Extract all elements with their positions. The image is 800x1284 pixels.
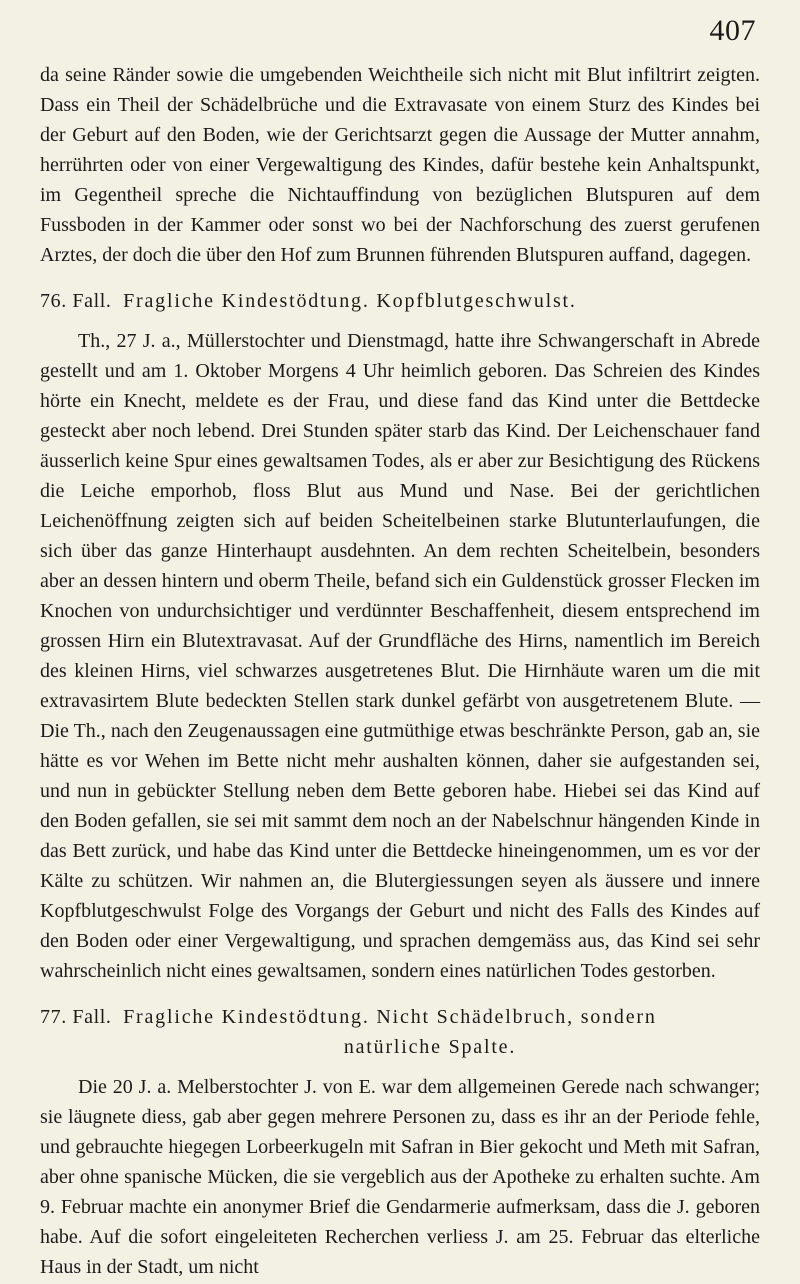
case-77-heading bbox=[40, 1002, 760, 1062]
case-77-title-line1: Fragliche Kindestödtung. Nicht Schädelbruch, sondern bbox=[123, 1006, 657, 1028]
case-77-number: 77. Fall. bbox=[40, 1006, 112, 1028]
page-body bbox=[40, 60, 760, 1282]
case-77-title-line2: natürliche Spalte. bbox=[343, 1036, 517, 1058]
case-76-title: Fragliche Kindestödtung. Kopfblutgeschwulst. bbox=[123, 290, 577, 312]
case-76-heading bbox=[40, 286, 760, 316]
continuation-paragraph: da seine Ränder sowie die umgebenden Weichtheile sich nicht mit Blut infiltrirt zeigten. Dass ein Theil der Schädelbrüche und die Extravasate von einem Sturz des Kindes bei der Geburt auf den Boden, wie der Gerichtsarzt gegen die Aussage der Mutter annahm, herrührten oder von einer Vergewaltigung des Kindes, dafür bestehe kein Anhaltspunkt, im Gegentheil spreche die Nichtauffindung von bezüglichen Blutspuren auf dem Fussboden in der Kammer oder sonst wo bei der Nachforschung des zuerst gerufenen Arztes, der doch die über den Hof zum Brunnen führenden Blutspuren auffand, dagegen. bbox=[40, 64, 760, 266]
case-76-paragraph: Th., 27 J. a., Müllerstochter und Dienstmagd, hatte ihre Schwangerschaft in Abrede gestellt und am 1. Oktober Morgens 4 Uhr heimlich geboren. Das Schreien des Kindes hörte ein Knecht, meldete es der Frau, und diese fand das Kind unter die Bettdecke gesteckt aber noch lebend. Drei Stunden später starb das Kind. Der Leichenschauer fand äusserlich keine Spur eines gewaltsamen Todes, als er aber zur Besichtigung des Rückens die Leiche emporhob, floss Blut aus Mund und Nase. Bei der gerichtlichen Leichenöffnung zeigten sich auf beiden Scheitelbeinen starke Blutunterlaufungen, die sich über das ganze Hinterhaupt ausdehnten. An dem rechten Scheitelbein, besonders aber an dessen hintern und oberm Theile, befand sich ein Guldenstück grosser Flecken im Knochen von undurchsichtiger und verdünnter Beschaffenheit, diesem entsprechend im grossen Hirn ein Blutextravasat. Auf der Grundfläche des Hirns, namentlich im Bereich des kleinen Hirns, viel schwarzes ausgetretenes Blut. Die Hirnhäute waren um die mit extravasirtem Blute bedeckten Stellen stark dunkel gefärbt von ausgetretenem Blute. — Die Th., nach den Zeugenaussagen eine gutmüthige etwas beschränkte Person, gab an, sie hätte es vor Wehen im Bette nicht mehr aushalten können, daher sie aufgestanden sei, und nun in gebückter Stellung neben dem Bette geboren habe. Hiebei sei das Kind auf den Boden gefallen, sie sei mit sammt dem noch an der Nabelschnur hängenden Kinde in das Bett zurück, und habe das Kind unter die Bettdecke hineingenommen, um es vor der Kälte zu schützen. Wir nahmen an, die Blutergiessungen seyen als äussere und innere Kopfblutgeschwulst Folge des Vorgangs der Geburt und nicht des Falls des Kindes auf den Boden oder einer Vergewaltigung, und sprachen demgemäss aus, das Kind sei sehr wahrscheinlich nicht eines gewaltsamen, sondern eines natürlichen Todes gestorben. bbox=[40, 330, 760, 982]
case-77-paragraph: Die 20 J. a. Melberstochter J. von E. war dem allgemeinen Gerede nach schwanger; sie läugnete diess, gab aber gegen mehrere Personen zu, dass es ihr an der Periode fehle, und gebrauchte hiegegen Lorbeerkugeln mit Safran in Bier gekocht und Meth mit Safran, aber ohne spanische Mücken, die sie vergeblich aus der Apotheke zu erhalten suchte. Am 9. Februar machte ein anonymer Brief die Gendarmerie aufmerksam, dass die J. geboren habe. Auf die sofort eingeleiteten Recherchen verliess J. am 25. Februar das elterliche Haus in der Stadt, um nicht bbox=[40, 1076, 760, 1278]
case-76-number: 76. Fall. bbox=[40, 290, 112, 312]
page-number: 407 bbox=[709, 14, 756, 47]
